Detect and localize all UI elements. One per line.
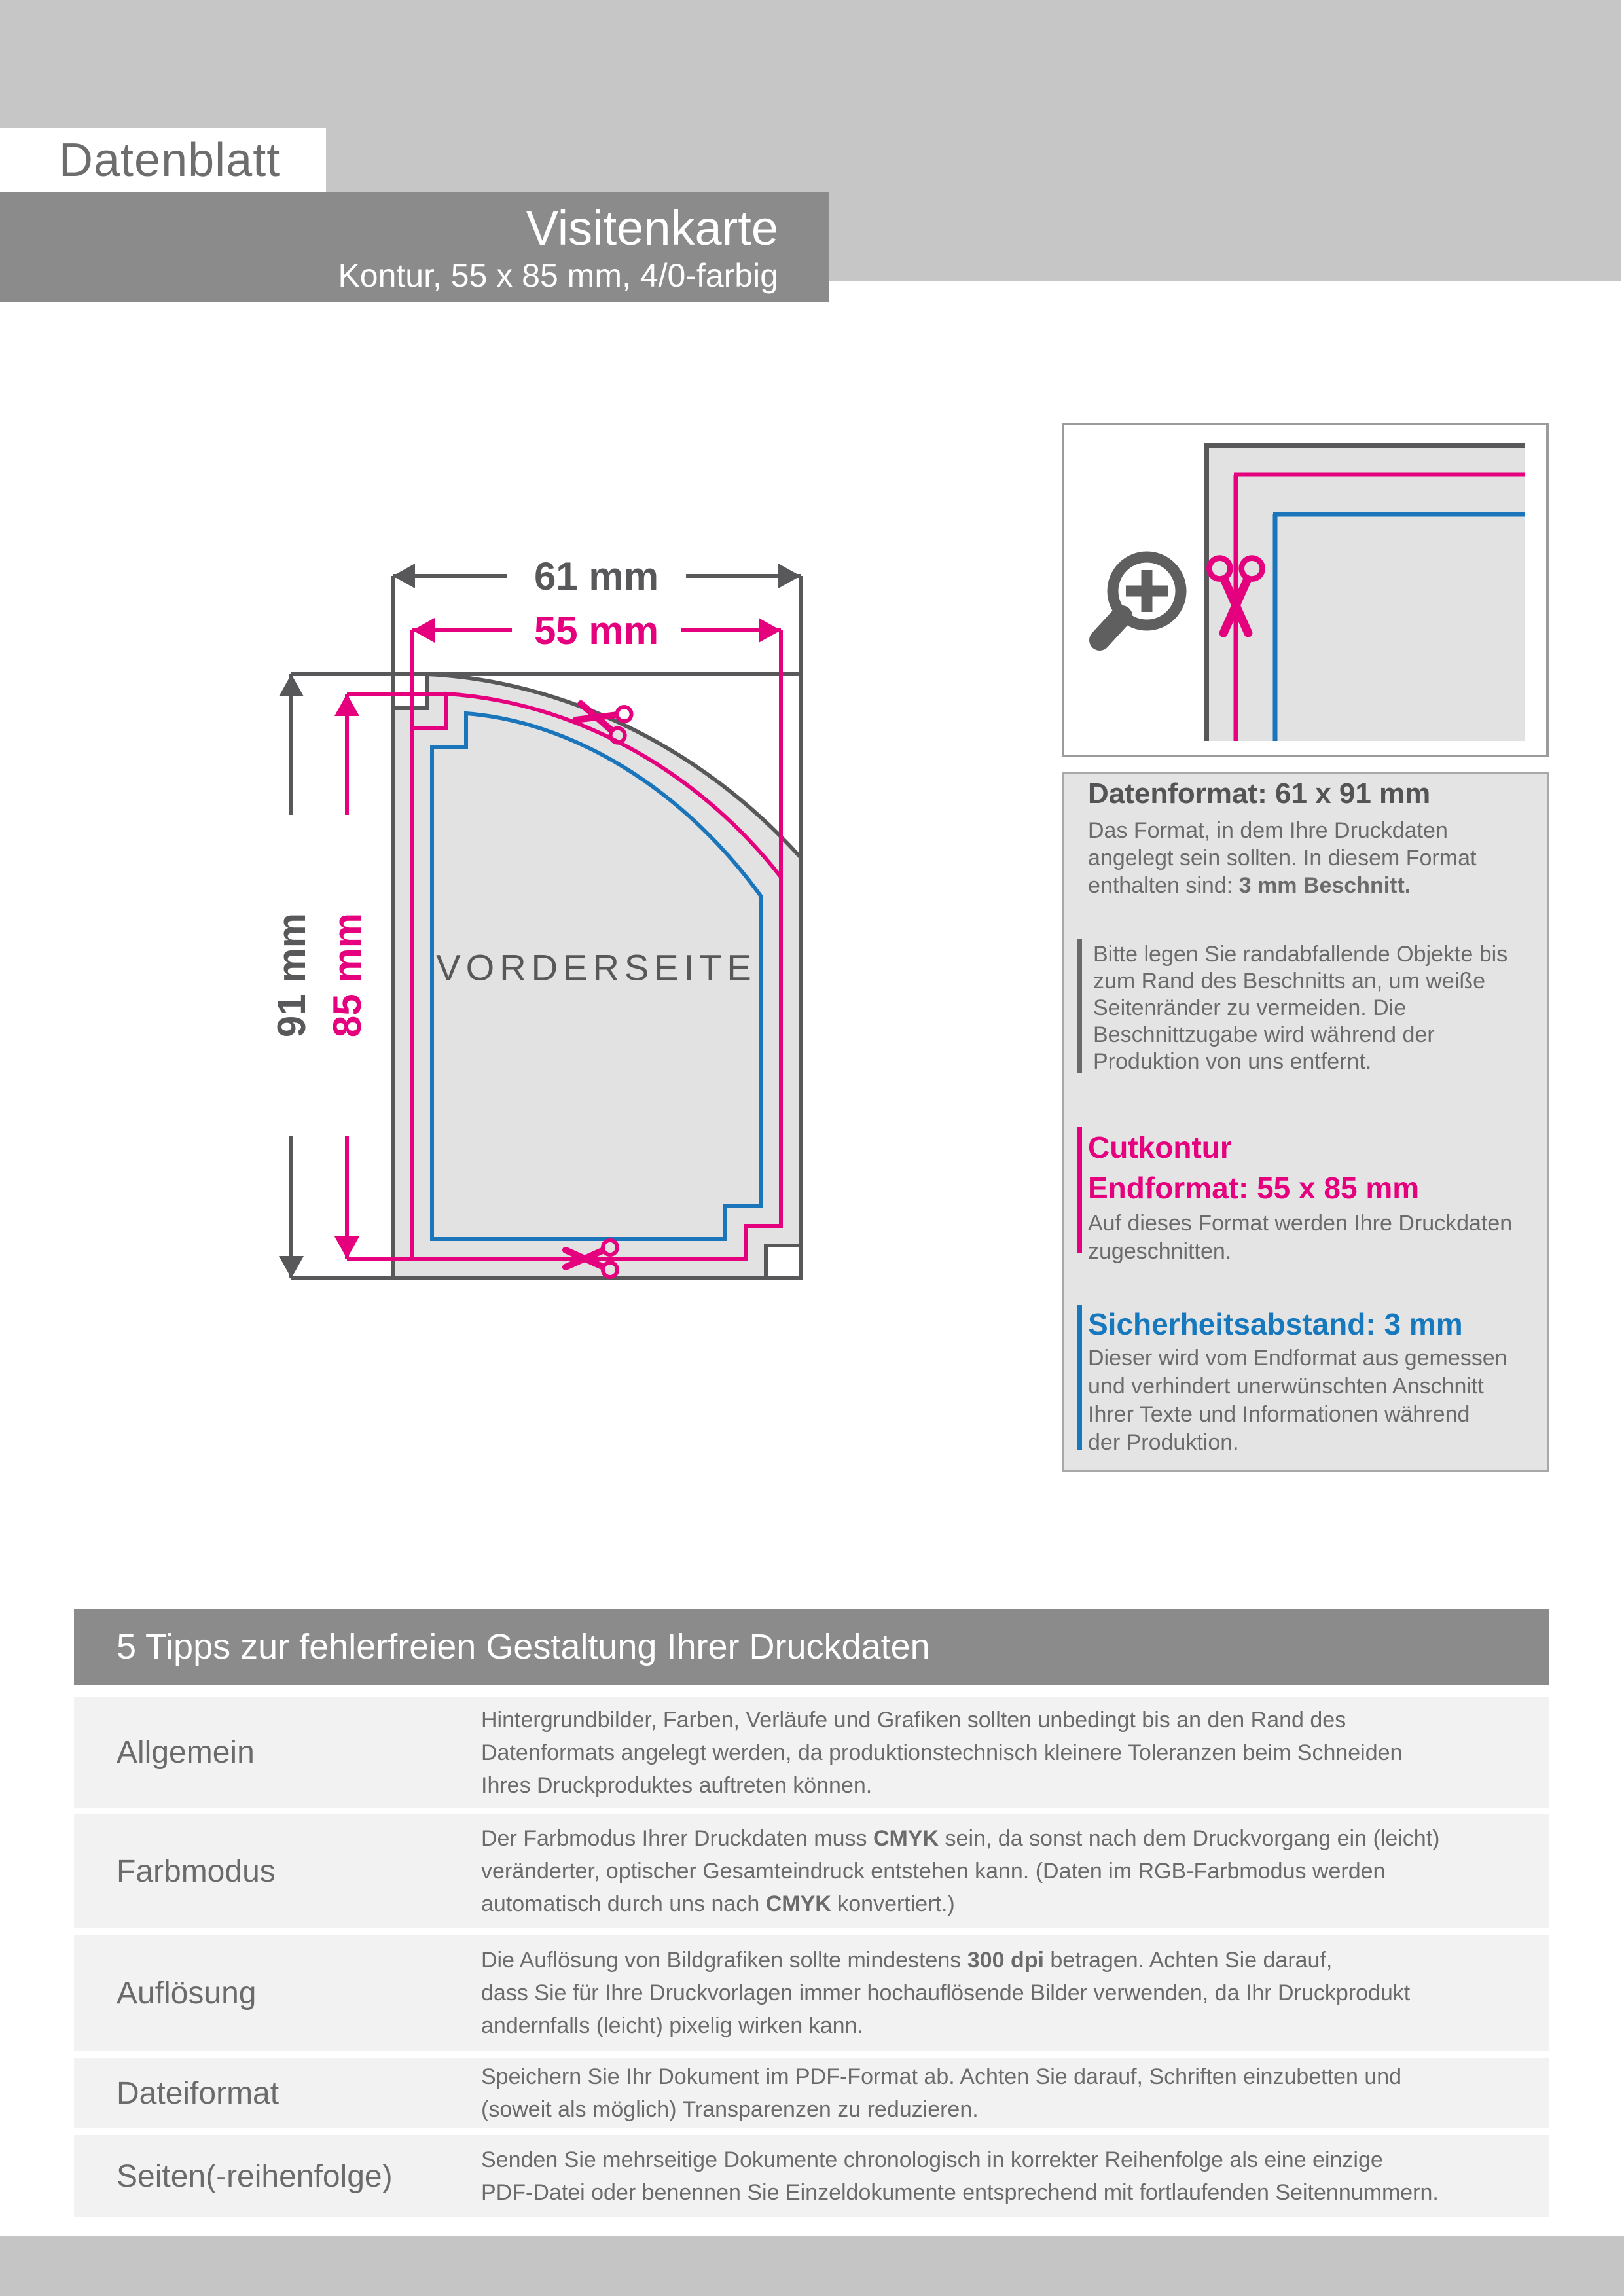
card-dimension-diagram: [249, 524, 903, 1322]
tip-label: Dateiformat: [117, 2075, 280, 2111]
tip-row-dateiformat: [74, 2058, 1549, 2128]
product-title-banner: [0, 192, 829, 302]
tips-banner-title: 5 Tipps zur fehlerfreien Gestaltung Ihrer Druckdaten: [117, 1627, 930, 1666]
tip-body: Der Farbmodus Ihrer Druckdaten muss CMYK sein, da sonst nach dem Druckvorgang ein (leicht) veränderter, optischer Gesamteindruck entstehen kann. (Daten im RGB-Farbmodus werden automatisch durch uns nach CMYK konvertiert.): [481, 1826, 1440, 1916]
tip-label: Auflösung: [117, 1975, 257, 2011]
footer-band: [0, 2236, 1624, 2296]
dimension-91mm-label: 91 mm: [270, 912, 314, 1038]
corner-zoom-drawing: [1064, 425, 1546, 755]
datenblatt-label: Datenblatt: [59, 134, 281, 187]
card-front-label: VORDERSEITE: [436, 946, 757, 988]
tip-row-farbmodus: [74, 1814, 1549, 1928]
dimension-85mm-label: 85 mm: [325, 912, 369, 1038]
datenformat-heading: Datenformat: 61 x 91 mm: [1088, 778, 1431, 810]
detail-card-fill: [1208, 446, 1525, 741]
safety-bar: [1077, 1305, 1082, 1450]
tip-body: Speichern Sie Ihr Dokument im PDF-Format ab. Achten Sie darauf, Schriften einzubetten und (soweit als möglich) Transparenzen zu reduzieren.: [481, 2064, 1402, 2122]
safety-heading: Sicherheitsabstand: 3 mm: [1088, 1307, 1463, 1341]
tip-body: Senden Sie mehrseitige Dokumente chronologisch in korrekter Reihenfolge als eine einzige PDF-Datei oder benennen Sie Einzeldokumente entsprechend mit fortlaufenden Seitennummern.: [481, 2147, 1439, 2205]
tip-label: Farbmodus: [117, 1854, 276, 1889]
dimension-61mm-label: 61 mm: [533, 554, 659, 598]
tip-body: Die Auflösung von Bildgrafiken sollte mindestens 300 dpi betragen. Achten Sie darauf, dass Sie für Ihre Druckvorlagen immer hochauflösende Bilder verwenden, da Ihr Druckprodukt andernfalls (leicht) pixelig wirken kann.: [481, 1948, 1411, 2038]
bottom-right-notch: [766, 1246, 801, 1278]
corner-zoom-detail-box: [1062, 423, 1549, 757]
endformat-paragraph: Auf dieses Format werden Ihre Druckdaten zugeschnitten.: [1088, 1211, 1513, 1264]
tip-body: Hintergrundbilder, Farben, Verläufe und Grafiken sollten unbedingt bis an den Rand des Datenformats angelegt werden, da produktionstechnisch kleinere Toleranzen beim Schneiden Ihres Druckproduktes auftreten können.: [481, 1707, 1403, 1798]
tip-row-seitenreihenfolge: [74, 2135, 1549, 2217]
tips-banner: [74, 1609, 1549, 1685]
tip-label: Seiten(-reihenfolge): [117, 2159, 393, 2194]
product-title: Visitenkarte: [526, 201, 778, 255]
dimension-55mm-label: 55 mm: [533, 609, 659, 653]
datenblatt-tag: [0, 128, 326, 192]
product-subtitle: Kontur, 55 x 85 mm, 4/0-farbig: [338, 257, 778, 294]
cutkontur-heading: Cutkontur: [1088, 1130, 1232, 1164]
zoom-magnifier-icon: [1100, 557, 1181, 640]
datenformat-paragraph: Das Format, in dem Ihre Druckdaten angelegt sein sollten. In diesem Format enthalten sind: 3 mm Beschnitt.: [1088, 818, 1477, 898]
bleed-note-paragraph: Bitte legen Sie randabfallende Objekte bis zum Rand des Beschnitts an, um weiße Seitenränder zu vermeiden. Die Beschnittzugabe wird während der Produktion von uns entfernt.: [1093, 942, 1508, 1074]
tip-label: Allgemein: [117, 1735, 255, 1770]
safety-paragraph: Dieser wird vom Endformat aus gemessen und verhindert unerwünschten Anschnitt Ihrer Texte und Informationen während der Produktion.: [1088, 1346, 1507, 1455]
tip-row-allgemein: [74, 1697, 1549, 1808]
tip-row-aufloesung: [74, 1935, 1549, 2051]
cutkontur-bar: [1077, 1127, 1082, 1253]
bleed-note-bar: [1077, 939, 1082, 1073]
endformat-heading: Endformat: 55 x 85 mm: [1088, 1171, 1420, 1205]
top-left-notch: [393, 674, 427, 708]
